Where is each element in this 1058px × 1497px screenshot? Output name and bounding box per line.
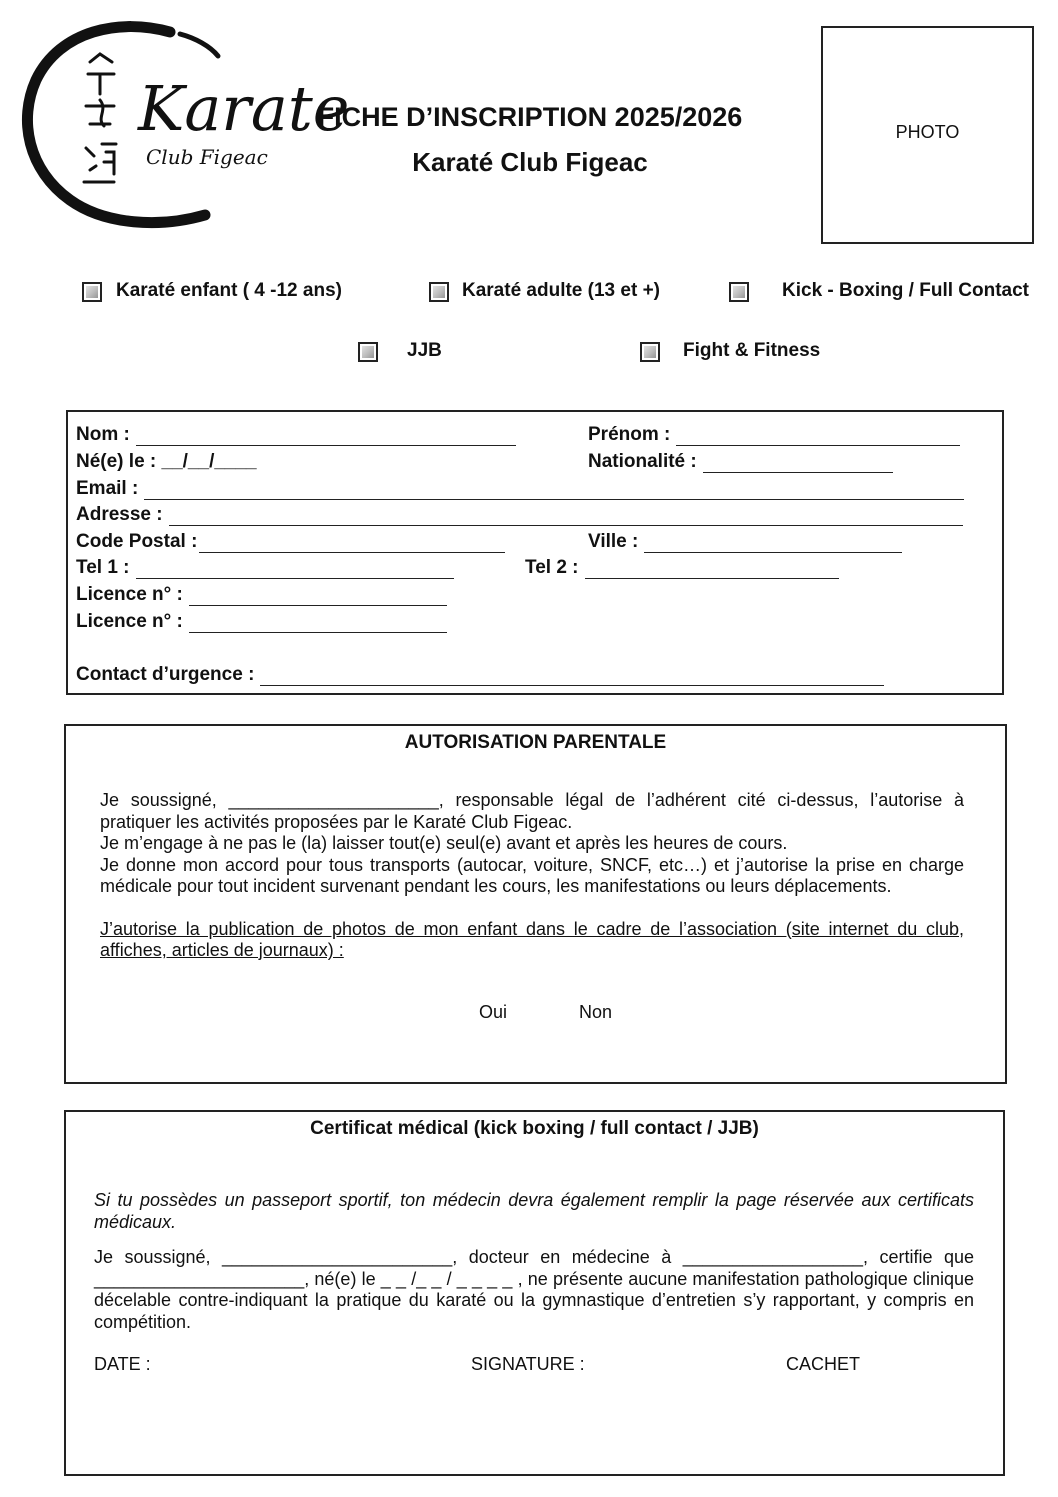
tel2-field[interactable] <box>525 557 839 579</box>
page-title: FICHE D’INSCRIPTION 2025/2026 <box>317 102 743 132</box>
date-label: DATE : <box>94 1354 151 1374</box>
photo-box <box>821 26 1034 244</box>
medical-passport-note: Si tu possèdes un passeport sportif, ton médecin devra également remplir la page réservée aux certificats médicaux. <box>94 1190 974 1232</box>
prenom-field[interactable] <box>588 424 960 446</box>
contact-urgence-label: Contact d’urgence : <box>76 664 255 685</box>
birthdate-field[interactable] <box>76 451 257 473</box>
prenom-label: Prénom : <box>588 424 671 445</box>
logo-subtext: Club Figeac <box>146 145 268 169</box>
email-label: Email : <box>76 478 139 499</box>
parental-authorization-section <box>64 724 1007 1084</box>
checkbox-karate-enfant[interactable] <box>82 282 102 302</box>
nom-label: Nom : <box>76 424 130 445</box>
adresse-label: Adresse : <box>76 504 163 525</box>
parental-title: AUTORISATION PARENTALE <box>404 732 667 753</box>
licence1-field[interactable] <box>76 584 447 606</box>
non-option[interactable]: Non <box>579 1002 613 1022</box>
photo-label: PHOTO <box>895 122 960 142</box>
licence1-label: Licence n° : <box>76 584 183 605</box>
contact-urgence-field[interactable] <box>76 664 884 686</box>
parental-paragraph: Je donne mon accord pour tous transports (autocar, voiture, SNCF, etc…) et j’autorise la prise en charge médicale pour tout incident survenant pendant les cours, les manifestations ou leurs déplacements. <box>100 854 964 896</box>
adresse-field[interactable] <box>76 504 963 526</box>
checkbox-jjb[interactable] <box>358 342 378 362</box>
ville-label: Ville : <box>588 531 639 552</box>
birthdate-label: Né(e) le : __/__/____ <box>76 451 257 472</box>
page-subtitle: Karaté Club Figeac <box>412 147 648 177</box>
ville-field[interactable] <box>588 531 902 553</box>
parental-paragraph: Je soussigné, _____________________, responsable légal de l’adhérent cité ci-dessus, l’autorise à pratiquer les activités proposées par le Karaté Club Figeac. <box>100 790 964 832</box>
nationalite-field[interactable] <box>588 451 893 473</box>
medical-certification-text: Je soussigné, _______________________, docteur en médecine à __________________, certifie que _____________________, né(e) le _ _ /_ _ / _ _ _ _ , ne présente aucune manifestation pathologique clinique décelable contre-indiquant la pratique du karaté ou la gymnastique d’entretien s’y rapportant, y compris en compétition. <box>94 1247 974 1332</box>
checkbox-fight-fitness[interactable] <box>640 342 660 362</box>
tel1-label: Tel 1 : <box>76 557 130 578</box>
parental-paragraph: Je m’engage à ne pas le (la) laisser tout(e) seul(e) avant et après les heures de cours. <box>100 833 788 853</box>
medical-title: Certificat médical (kick boxing / full contact / JJB) <box>310 1118 759 1139</box>
signature-label: SIGNATURE : <box>471 1354 585 1374</box>
activity-label: Kick - Boxing / Full Contact <box>782 280 1030 301</box>
code-postal-field[interactable] <box>76 531 505 553</box>
email-field[interactable] <box>76 478 964 500</box>
photo-consent-text: J’autorise la publication de photos de mon enfant dans le cadre de l’association (site internet du club, affiches, articles de journaux) : <box>100 918 964 960</box>
nom-field[interactable] <box>76 424 516 446</box>
licence2-label: Licence n° : <box>76 611 183 632</box>
activity-label: Karaté adulte (13 et +) <box>462 280 660 301</box>
logo-text: Karate <box>138 72 350 145</box>
club-logo <box>20 20 350 230</box>
code-postal-label: Code Postal : <box>76 531 198 552</box>
oui-option[interactable]: Oui <box>479 1002 508 1022</box>
cachet-label: CACHET <box>786 1354 861 1374</box>
tel1-field[interactable] <box>76 557 454 579</box>
activity-label: JJB <box>407 340 442 361</box>
medical-certificate-section <box>64 1110 1005 1476</box>
checkbox-kick-boxing[interactable] <box>729 282 749 302</box>
nationalite-label: Nationalité : <box>588 451 697 472</box>
parental-text <box>100 790 964 962</box>
activity-label: Karaté enfant ( 4 -12 ans) <box>116 280 342 301</box>
tel2-label: Tel 2 : <box>525 557 579 578</box>
activity-label: Fight & Fitness <box>683 340 821 361</box>
checkbox-karate-adulte[interactable] <box>429 282 449 302</box>
licence2-field[interactable] <box>76 611 447 633</box>
